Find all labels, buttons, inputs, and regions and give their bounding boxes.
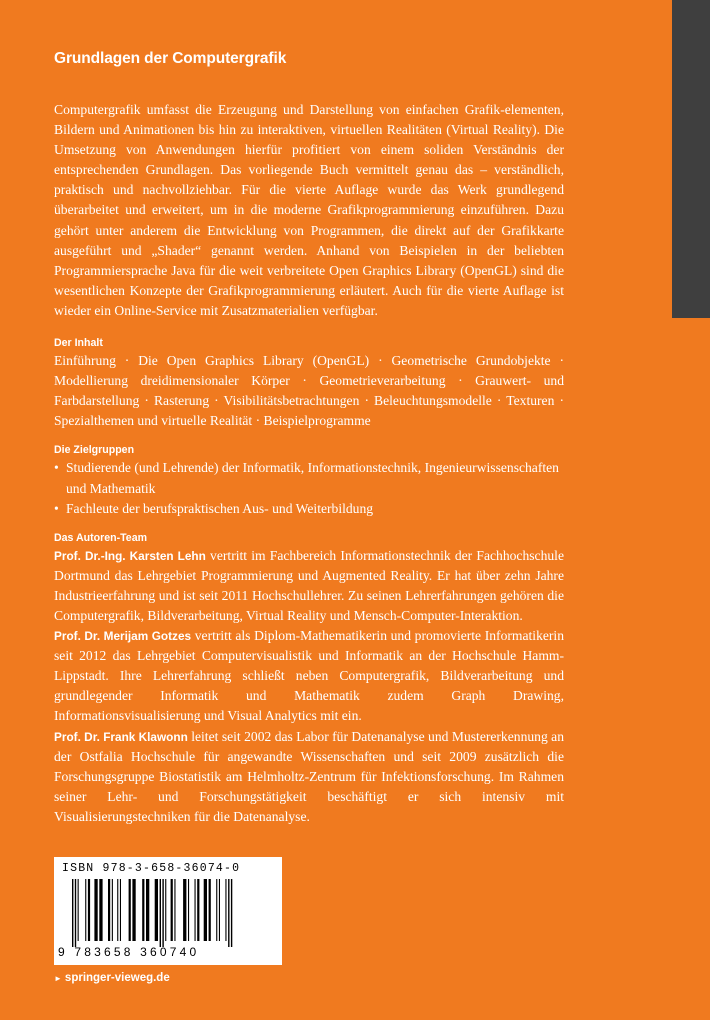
barcode-digits: 9 783658 360740	[58, 945, 200, 959]
barcode-bar	[142, 879, 144, 941]
side-tab	[672, 0, 710, 318]
barcode-bar	[183, 879, 186, 941]
barcode-bar	[228, 879, 229, 947]
barcode-bar	[209, 879, 211, 941]
list-item	[54, 458, 564, 498]
bullet-icon: •	[54, 500, 59, 516]
barcode-bar	[78, 879, 79, 941]
author-name: Prof. Dr. Frank Klawonn	[54, 729, 188, 744]
contents-section	[54, 337, 564, 431]
arrow-icon: ►	[54, 974, 62, 983]
barcode-box	[54, 857, 282, 965]
barcode-bar	[146, 879, 149, 941]
book-title: Grundlagen der Computergrafik	[54, 50, 287, 67]
barcode-bar	[88, 879, 90, 941]
barcode-bar	[219, 879, 220, 941]
barcode-bar	[120, 879, 121, 941]
publisher-link[interactable]	[54, 972, 170, 984]
barcode-bar	[195, 879, 196, 941]
barcode-bar	[155, 879, 158, 941]
barcode-bar	[225, 879, 226, 941]
contents-heading: Der Inhalt	[54, 337, 103, 350]
barcode-bar	[117, 879, 118, 941]
barcode-bar	[162, 879, 163, 947]
barcode-bar	[188, 879, 189, 941]
author-name: Prof. Dr.-Ing. Karsten Lehn	[54, 548, 206, 563]
barcode-bar	[171, 879, 173, 941]
author-name: Prof. Dr. Merijam Gotzes	[54, 629, 192, 644]
barcode-bar	[94, 879, 97, 941]
barcode-bar	[204, 879, 207, 941]
intro-paragraph: Computergrafik umfasst die Erzeugung und Darstellung von einfachen Grafik-elementen, Bildern und Animationen bis hin zu interaktiven, virtuellen Realitäten (Virtual Reality). Die Umsetzung von Anwendungen hierfür profitiert von einem soliden Verständnis der entsprechenden Grundlagen. Das vorliegende Buch vermittelt genau das – verständlich, praktisch und nachvollziehbar. Für die vierte Auflage wurde das Werk grundlegend überarbeitet und erweitert, um in die moderne Grafikprogrammierung einzuführen. Dazu gehört unter anderem die Entwicklung von Programmen, die direkt auf der Grafikkarte ausgeführt und „Shader“ genannt werden. Anhand von Beispielen in der beliebten Programmiersprache Java für die weit verbreitete Open Graphics Library (OpenGL) sind die wesentlichen Konzepte der Grafikprogrammierung erläutert. Auch für die vierte Auflage ist wieder ein Online-Service mit Zusatzmaterialien verfügbar.	[54, 102, 564, 318]
barcode-bar	[160, 879, 161, 947]
barcode-bar	[197, 879, 199, 941]
barcode-bar	[216, 879, 217, 941]
barcode-bar	[75, 879, 76, 947]
publisher-url: springer-vieweg.de	[64, 972, 170, 984]
barcode-bar	[72, 879, 73, 947]
barcode-bar	[112, 879, 113, 941]
barcode-bar	[99, 879, 102, 941]
audience-heading: Die Zielgruppen	[54, 444, 135, 457]
authors-heading: Das Autoren-Team	[54, 531, 148, 544]
back-cover-content	[54, 100, 564, 827]
list-item	[54, 499, 564, 519]
barcode-bar	[129, 879, 131, 941]
author-paragraph	[54, 626, 564, 726]
author-paragraph	[54, 727, 564, 827]
isbn-label: ISBN 978-3-658-36074-0	[62, 862, 241, 875]
author-bio: vertritt als Diplom-Mathematikerin und promovierte Informatikerin seit 2012 das Lehrgebiet Computervisualistik und Informatik an der Hochschule Hamm-Lippstadt. Ihre Lehrerfahrung schließt neben Computergrafik, Bildverarbeitung und grundlegender Informatik und Mathematik zudem Graph Drawing, Informationsvisualisierung und Visual Analytics mit ein.	[54, 628, 565, 724]
audience-section	[54, 444, 564, 518]
barcode-bar	[132, 879, 135, 941]
barcode-bar	[174, 879, 175, 941]
barcode-bar	[108, 879, 110, 941]
barcode-bar	[165, 879, 166, 941]
audience-item-text: Fachleute der berufspraktischen Aus- und Weiterbildung	[66, 500, 374, 516]
barcode-bar	[85, 879, 86, 941]
barcode-bar	[231, 879, 232, 947]
barcode-graphic	[70, 879, 274, 947]
author-paragraph	[54, 546, 564, 626]
contents-text: Einführung · Die Open Graphics Library (OpenGL) · Geometrische Grundobjekte · Modellierung dreidimensionaler Körper · Geometrieverarbeitung · Grauwert- und Farbdarstellung · Rasterung · Visibilitätsbetrachtungen · Beleuchtungsmodelle · Texturen · Spezialthemen und virtuelle Realität · Beispielprogramme	[54, 353, 564, 429]
authors-section	[54, 532, 564, 827]
author-bio: leitet seit 2002 das Labor für Datenanalyse und Mustererkennung an der Ostfalia Hochschule für angewandte Wissenschaften und seit 2009 zusätzlich die Forschungsgruppe Biostatistik am Helmholtz-Zentrum für Infektionsforschung. Im Rahmen seiner Lehr- und Forschungstätigkeit beschäftigt er sich intensiv mit Visualisierungstechniken für die Datenanalyse.	[54, 728, 565, 824]
audience-item-text: Studierende (und Lehrende) der Informatik, Informationstechnik, Ingenieurwissenschaften und Mathematik	[66, 460, 559, 496]
audience-list	[54, 458, 564, 518]
author-bio: vertritt im Fachbereich Informationstechnik der Fachhochschule Dortmund das Lehrgebiet Programmierung und Augmented Reality. Er hat über zehn Jahre Industrieerfahrung und ist seit 2011 Hochschullehrer. Zu seinen Lehrerfahrungen gehören die Computergrafik, Bildverarbeitung, Virtual Reality und Mensch-Computer-Interaktion.	[54, 547, 564, 623]
bullet-icon: •	[54, 460, 59, 476]
